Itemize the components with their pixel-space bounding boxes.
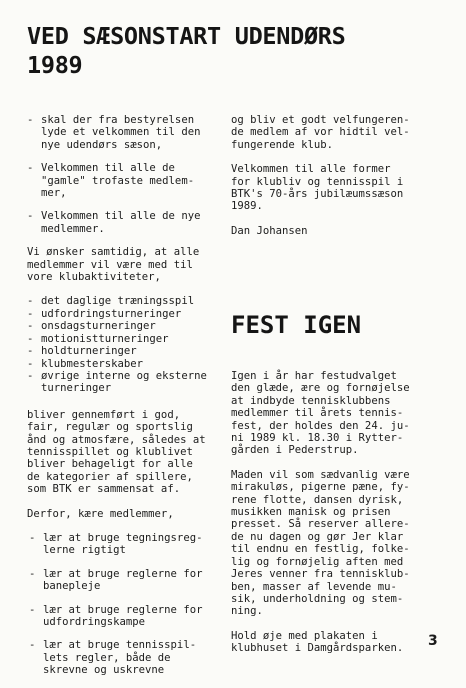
paragraph: og bliv et godt velfungeren- de medlem af vor hidtil vel- fungerende klub.: [231, 114, 410, 151]
list-item: - øvrige interne og eksterne turneringer: [27, 369, 207, 395]
headline-line-2: 1989: [27, 51, 83, 79]
list-item: - lær at bruge tennisspil- lets regler, både de skrevne og uskrevne: [29, 639, 197, 677]
page-number: 3: [428, 633, 438, 649]
paragraph: bliver gennemført i god, fair, regulær og sportslig ånd og atmosfære, således at tennisspillet og klublivet bliver behageligt for alle de kategorier af spillere, som BTK er sammensat af.: [27, 408, 206, 496]
rules-list: [27, 532, 222, 677]
list-item: - Velkommen til alle de "gamle" trofaste medlem- mer,: [27, 162, 195, 200]
headline-line-1: VED SÆSONSTART UDENDØRS: [27, 22, 346, 50]
list-item: - lær at bruge tegningsreg- lerne rigtigt: [29, 531, 203, 557]
paragraph: Velkommen til alle former for klubliv og tennisspil i BTK's 70-års jubilæumssæson 1989.: [231, 163, 404, 213]
paragraph: Hold øje med plakaten i klubhuset i Damgårdsparken.: [231, 629, 404, 655]
list-item: - lær at bruge reglerne for udfordringskampe: [29, 603, 203, 628]
list-item: - motionistturneringer: [27, 332, 169, 345]
paragraph: Vi ønsker samtidig, at alle medlemmer vil være med til vore klubaktiviteter,: [27, 246, 200, 284]
paragraph: Derfor, kære medlemmer,: [27, 507, 174, 520]
headline: [27, 22, 447, 80]
list-item: - onsdagsturneringer: [27, 320, 156, 333]
list-item: - det daglige træningsspil: [27, 295, 195, 308]
list-item: - Velkommen til alle de nye medlemmer.: [27, 210, 201, 235]
left-column: [27, 114, 222, 688]
welcome-list: [27, 114, 222, 235]
paragraph: Maden vil som sædvanlig være mirakuløs, pigerne pæne, fy- rene flotte, dansen dyrisk, musikken manisk og prisen presset. Så reserver allere- de nu dagen og gør Jer klar til endnu en festlig, folke- lig og fornøjelig aften med Jeres venner fra tennisklub- ben, masser af levende mu- sik, underholdning og stem- ning.: [231, 468, 410, 618]
paragraph: Igen i år har festudvalget den glæde, ære og fornøjelse at indbyde tennisklubbens medlemmer til årets tennis- fest, der holdes den 24. ju- ni 1989 kl. 18.30 i Rytter- gården i Pederstrup.: [231, 370, 410, 457]
list-item: - klubmesterskaber: [27, 357, 144, 370]
fest-column: [231, 370, 443, 667]
section-title: FEST IGEN: [231, 311, 362, 339]
list-item: - lær at bruge reglerne for banepleje: [29, 567, 203, 593]
activities-list: [27, 295, 222, 394]
right-column: [231, 114, 443, 249]
list-item: - holdturneringer: [27, 345, 137, 358]
signature: Dan Johansen: [231, 224, 308, 237]
list-item: - udfordringsturneringer: [27, 307, 182, 320]
list-item: - skal der fra bestyrelsen lyde et velkommen til den nye udendørs sæson,: [27, 114, 201, 151]
